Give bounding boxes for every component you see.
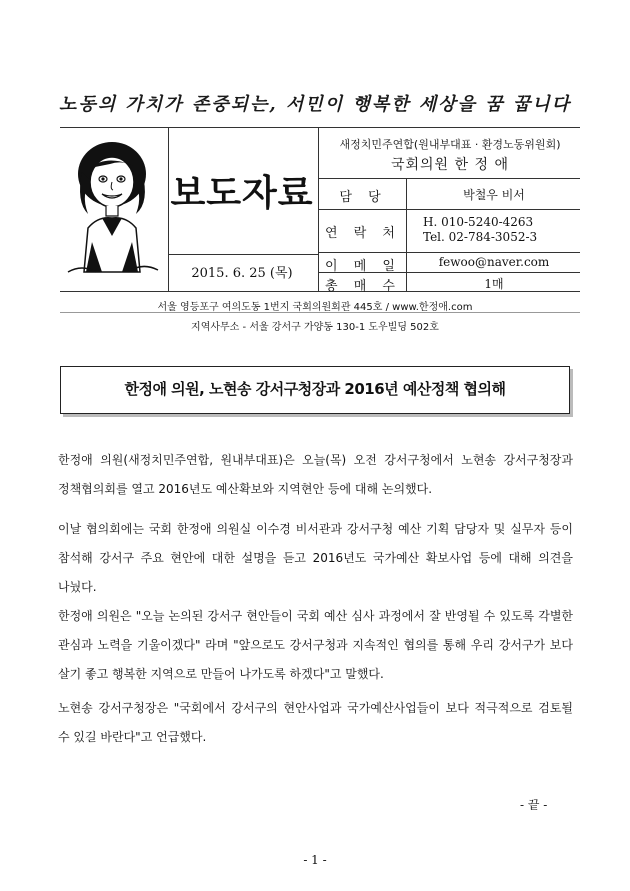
party-affiliation: 새정치민주연합(원내부대표 · 환경노동위원회) bbox=[339, 138, 561, 151]
address-rule bbox=[60, 312, 580, 313]
date-rule bbox=[168, 254, 318, 255]
member-rule bbox=[318, 178, 580, 179]
contact-rule-1 bbox=[318, 209, 580, 210]
contact-label-phone: 연 락 처 bbox=[325, 226, 401, 241]
paragraph-3: 한정애 의원은 "오늘 논의된 강서구 현안들이 국회 예산 심사 과정에서 잘 반영될 수 있도록 각별한 관심과 노력을 기울이겠다" 라며 "앞으로도 강서구청과 지속적인 협의를 통해 우리 강서구가 보다 살기 좋고 행복한 지역으로 만들어 나가도록 하겠다"고 말했다. bbox=[58, 609, 573, 681]
end-mark: - 끝 - bbox=[520, 798, 548, 812]
contact-label-manager: 담 당 bbox=[339, 190, 387, 205]
release-date: 2015. 6. 25 (목) bbox=[191, 266, 293, 281]
contact-label-divider bbox=[406, 178, 407, 291]
address-line-2: 지역사무소 - 서울 강서구 가양동 130-1 도우빌딩 502호 bbox=[191, 322, 439, 333]
header-top-rule bbox=[60, 127, 580, 128]
paragraph-2: 이날 협의회에는 국회 한정애 의원실 이수경 비서관과 강서구청 예산 기획 담당자 및 실무자 등이 참석해 강서구 주요 현안에 대한 설명을 듣고 2016년도 국가예산 확보사업 등에 대해 의견을 나눴다. bbox=[58, 522, 573, 594]
contact-label-pages: 총 매 수 bbox=[325, 279, 401, 294]
contact-value-pages: 1매 bbox=[484, 277, 504, 291]
paragraph-4: 노현송 강서구청장은 "국회에서 강서구의 현안사업과 국가예산사업들이 보다 적극적으로 검토될 수 있길 바란다"고 언급했다. bbox=[58, 701, 573, 744]
contact-value-tel: Tel. 02-784-3052-3 bbox=[423, 230, 538, 244]
contact-value-email: fewoo@naver.com bbox=[438, 255, 550, 269]
portrait-caricature-icon bbox=[62, 132, 162, 282]
page-number: - 1 - bbox=[303, 853, 327, 867]
contact-value-manager: 박철우 비서 bbox=[463, 188, 525, 202]
headline: 한정애 의원, 노현송 강서구청장과 2016년 예산정책 협의해 bbox=[124, 380, 506, 398]
contact-label-email: 이 메 일 bbox=[325, 259, 401, 274]
slogan: 노동의 가치가 존중되는, 서민이 행복한 세상을 꿈 꿉니다 bbox=[58, 94, 572, 115]
press-release-title: 보도자료 bbox=[170, 173, 314, 214]
paragraph-1: 한정애 의원(새정치민주연합, 원내부대표)은 오늘(목) 오전 강서구청에서 노현송 강서구청장과 정책협의회를 열고 2016년도 예산확보와 지역현안 등에 대해 논의했다. bbox=[58, 453, 573, 496]
member-name: 국회의원 한 정 애 bbox=[390, 157, 510, 173]
contact-value-mobile: H. 010-5240-4263 bbox=[423, 215, 534, 229]
contact-rule-2 bbox=[318, 252, 580, 253]
address-line-1: 서울 영등포구 여의도동 1번지 국회의원회관 445호 / www.한정애.com bbox=[157, 302, 473, 313]
